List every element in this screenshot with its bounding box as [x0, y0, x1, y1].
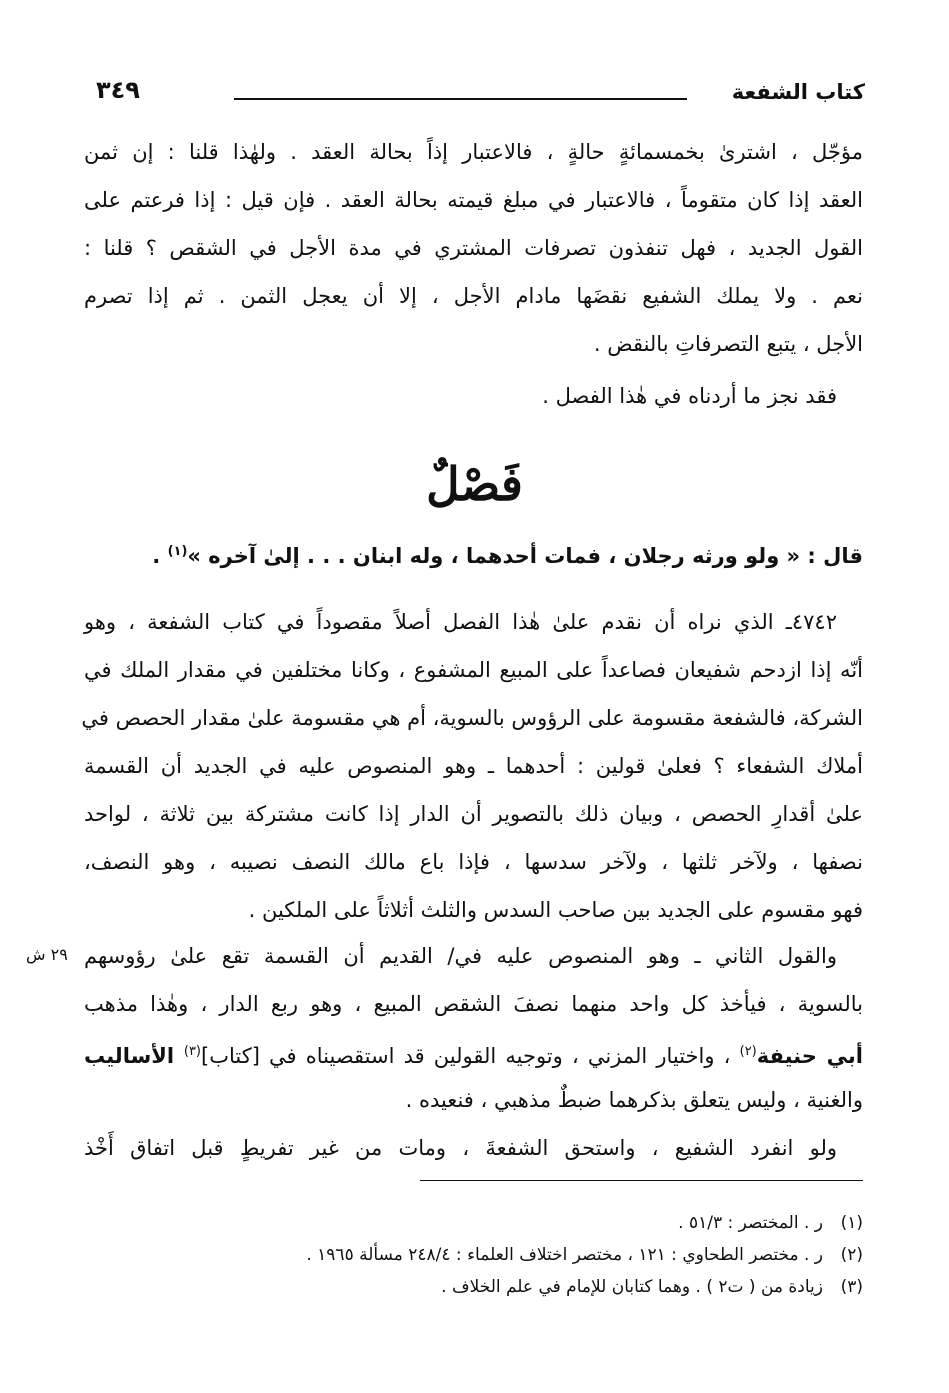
footnote-text: ر . المختصر : ٥١/٣ .: [678, 1213, 823, 1233]
running-title: كتاب الشفعة: [731, 80, 865, 104]
footnote-ref-1: (١): [167, 544, 188, 559]
text-line: بالسوية ، فيأخذ كل واحد منهما نصفَ الشقص المبيع ، وهو ربع الدار ، وهٰذا مذهب: [84, 992, 863, 1016]
quote-text: قال : « ولو ورثه رجلان ، فمات أحدهما ، وله ابنان . . . إلىٰ آخره »: [187, 544, 863, 568]
text-line: نعم . ولا يملك الشفيع نقضَها مادام الأجل ، إلا أن يعجل الثمن . ثم إذا تصرم: [84, 284, 863, 308]
text-line: مؤجّل ، اشترىٰ بخمسمائةٍ حالةٍ ، فالاعتبار إذاً بحالة العقد . ولهٰذا قلنا : إن ثمن: [84, 140, 863, 164]
footnote-ref-2: (٢): [739, 1044, 757, 1059]
page-number: ٣٤٩: [96, 76, 140, 104]
footnote: [200, 1240, 863, 1270]
header-rule: [234, 98, 687, 100]
text-line: ٤٧٤٢ـ الذي نراه أن نقدم علىٰ هٰذا الفصل أصلاً مقصوداً في كتاب الشفعة ، وهو: [84, 610, 837, 634]
text-line: نصفها ، ولآخر ثلثها ، ولآخر سدسها ، فإذا باع مالك النصف نصيبه ، وهو النصف،: [84, 850, 863, 874]
quote-tail: .: [152, 544, 168, 568]
text-line: فهو مقسوم على الجديد بين صاحب السدس والثلث أثلاثاً على الملكين .: [248, 898, 863, 922]
footnote-text: ر . مختصر الطحاوي : ١٢١ ، مختصر اختلاف العلماء : ٢٤٨/٤ مسألة ١٩٦٥ .: [306, 1245, 823, 1265]
footnote-rule: [420, 1180, 863, 1181]
text-line: علىٰ أقدارِ الحصص ، وبيان ذلك بالتصوير أن الدار إذا كانت مشتركة بين ثلاثة ، لواحد: [84, 802, 863, 826]
text-line: [84, 1028, 863, 1076]
text-line: والغنية ، وليس يتعلق بذكرهما ضبطٌ مذهبي ، فنعيده .: [405, 1088, 863, 1112]
text-line: ولو انفرد الشفيع ، واستحق الشفعةَ ، ومات من غير تفريطٍ قبل اتفاق أَخْذ: [84, 1136, 837, 1160]
text-line: والقول الثاني ـ وهو المنصوص عليه في/ القديم أن القسمة تقع علىٰ رؤوسهم: [84, 944, 837, 968]
text-line: الأجل ، يتبع التصرفاتِ بالنقض .: [593, 332, 863, 356]
footnote: [200, 1272, 863, 1302]
text-line: القول الجديد ، فهل تنفذون تصرفات المشتري في مدة الأجل في الشقص ؟ قلنا :: [84, 236, 863, 260]
margin-folio-note: ٢٩ ش: [26, 945, 68, 964]
footnote-number: (١): [840, 1213, 863, 1233]
footnote-text: زيادة من ( ت٢ ) . وهما كتابان للإمام في علم الخلاف .: [441, 1277, 823, 1297]
text-line: الشركة، فالشفعة مقسومة على الرؤوس بالسوية، أم هي مقسومة علىٰ مقدار الحصص في: [81, 706, 863, 730]
text-bold: الأساليب: [84, 1044, 184, 1068]
text-bold: أبي حنيفة: [756, 1044, 863, 1068]
section-heading: فَصْلٌ: [426, 457, 523, 511]
closing-line: فقد نجز ما أردناه في هٰذا الفصل .: [542, 384, 837, 408]
footnote-number: (٢): [840, 1245, 863, 1265]
footnote-number: (٣): [840, 1277, 863, 1297]
page-header: [84, 74, 865, 114]
text-line: العقد إذا كان متقوماً ، فالاعتبار في مبلغ قيمته بحالة العقد . فإن قيل : إذا فرعتم على: [84, 188, 863, 212]
footnote: [200, 1208, 863, 1238]
quote-line: [84, 528, 863, 576]
text-line: أنّه إذا ازدحم شفيعان فصاعداً على المبيع المشفوع ، وكانا مختلفين في مقدار الملك في: [84, 658, 863, 682]
text-span: ، واختيار المزني ، وتوجيه القولين قد استقصيناه في [كتاب]: [201, 1044, 740, 1068]
text-line: أملاك الشفعاء ؟ فعلىٰ قولين : أحدهما ـ وهو المنصوص عليه في الجديد أن القسمة: [84, 754, 863, 778]
footnote-ref-3: (٣): [183, 1044, 201, 1059]
